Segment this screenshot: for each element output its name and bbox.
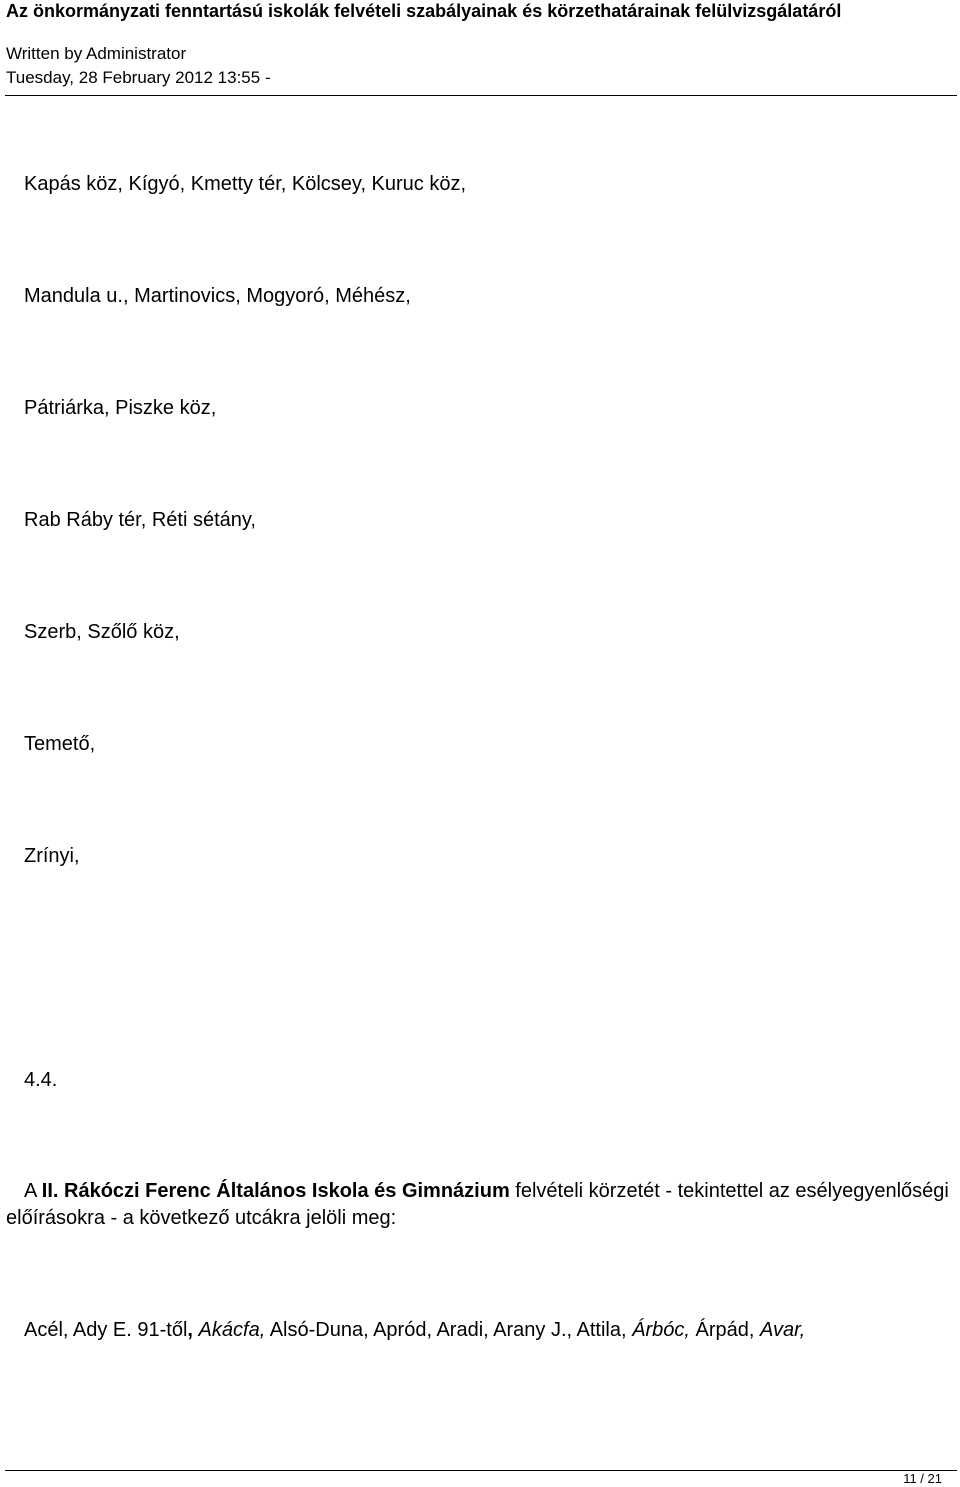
street-text-italic: Avar, [759, 1319, 806, 1341]
street-list-line: Rab Ráby tér, Réti sétány, [24, 509, 256, 531]
author-line: Written by Administrator [6, 44, 187, 63]
street-list-line: Mandula u., Martinovics, Mogyoró, Méhész, [24, 285, 411, 307]
street-text-italic: Akácfa, [198, 1319, 266, 1341]
street-text: Alsó-Duna, Apród, Aradi, Arany J., Attila, [265, 1319, 633, 1341]
street-text-italic: Árbóc, [632, 1319, 690, 1341]
street-list-line: Szerb, Szőlő köz, [24, 621, 180, 643]
street-list-line: Zrínyi, [24, 845, 80, 867]
document-title: Az önkormányzati fenntartású iskolák felvételi szabályainak és körzethatárainak felülvizsgálatáról [6, 1, 842, 21]
school-name: II. Rákóczi Ferenc Általános Iskola és Gimnázium [41, 1180, 510, 1202]
page-number: 11 / 21 [903, 1471, 942, 1486]
street-list-line: Kapás köz, Kígyó, Kmetty tér, Kölcsey, Kuruc köz, [24, 173, 467, 195]
street-list-line: Pátriárka, Piszke köz, [24, 397, 217, 419]
school-paragraph [6, 1178, 951, 1231]
date-line: Tuesday, 28 February 2012 13:55 - [6, 68, 271, 87]
paragraph-text: felvételi körzetét - tekintettel az esélyegyenlőségi előírásokra - a következő utcákra jelöli meg: [6, 1180, 949, 1229]
street-list-line [24, 1318, 805, 1342]
street-text: Acél, Ady E. 91-től [24, 1319, 188, 1341]
footer-divider [5, 1470, 957, 1471]
section-number: 4.4. [24, 1069, 58, 1091]
header-divider [5, 95, 957, 96]
street-list-line: Temető, [24, 733, 96, 755]
street-text: , [187, 1319, 199, 1341]
street-text: Árpád, [689, 1319, 760, 1341]
paragraph-prefix: A [24, 1180, 42, 1202]
